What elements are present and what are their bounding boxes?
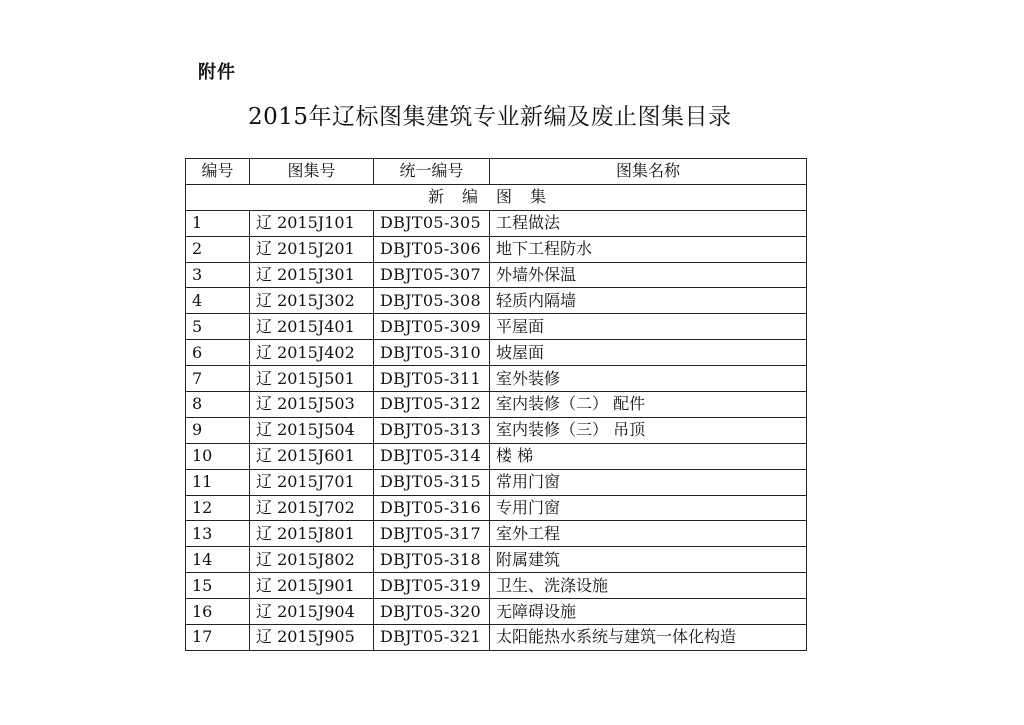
table-row bbox=[186, 288, 807, 314]
table-row bbox=[186, 521, 807, 547]
header-atlas-name: 图集名称 bbox=[490, 159, 807, 185]
cell-atlas-name: 卫生、洗涤设施 bbox=[490, 573, 807, 599]
table-row bbox=[186, 314, 807, 340]
cell-atlas-number: 辽 2015J904 bbox=[250, 599, 374, 625]
cell-atlas-name: 室内装修（二） 配件 bbox=[490, 392, 807, 418]
cell-unified-number: DBJT05-311 bbox=[374, 366, 490, 392]
cell-number: 15 bbox=[186, 573, 250, 599]
cell-atlas-number: 辽 2015J501 bbox=[250, 366, 374, 392]
cell-atlas-name: 专用门窗 bbox=[490, 495, 807, 521]
table-row bbox=[186, 340, 807, 366]
table-row bbox=[186, 366, 807, 392]
table-row bbox=[186, 417, 807, 443]
cell-unified-number: DBJT05-315 bbox=[374, 469, 490, 495]
atlas-catalog-table bbox=[185, 158, 807, 651]
section-new-atlases: 新编图集 bbox=[186, 184, 807, 210]
cell-atlas-name: 常用门窗 bbox=[490, 469, 807, 495]
cell-atlas-number: 辽 2015J901 bbox=[250, 573, 374, 599]
table-row bbox=[186, 599, 807, 625]
cell-unified-number: DBJT05-308 bbox=[374, 288, 490, 314]
table-row bbox=[186, 210, 807, 236]
cell-atlas-number: 辽 2015J402 bbox=[250, 340, 374, 366]
cell-unified-number: DBJT05-306 bbox=[374, 236, 490, 262]
cell-number: 6 bbox=[186, 340, 250, 366]
cell-unified-number: DBJT05-319 bbox=[374, 573, 490, 599]
cell-number: 3 bbox=[186, 262, 250, 288]
cell-atlas-number: 辽 2015J701 bbox=[250, 469, 374, 495]
cell-number: 16 bbox=[186, 599, 250, 625]
cell-number: 8 bbox=[186, 392, 250, 418]
cell-unified-number: DBJT05-316 bbox=[374, 495, 490, 521]
cell-number: 12 bbox=[186, 495, 250, 521]
cell-atlas-name: 室内装修（三） 吊顶 bbox=[490, 417, 807, 443]
cell-atlas-number: 辽 2015J802 bbox=[250, 547, 374, 573]
cell-unified-number: DBJT05-312 bbox=[374, 392, 490, 418]
cell-unified-number: DBJT05-318 bbox=[374, 547, 490, 573]
table-row bbox=[186, 625, 807, 651]
table-row bbox=[186, 547, 807, 573]
cell-atlas-name: 太阳能热水系统与建筑一体化构造 bbox=[490, 625, 807, 651]
cell-unified-number: DBJT05-310 bbox=[374, 340, 490, 366]
cell-atlas-number: 辽 2015J601 bbox=[250, 443, 374, 469]
cell-unified-number: DBJT05-309 bbox=[374, 314, 490, 340]
table-header bbox=[186, 159, 807, 185]
header-number: 编号 bbox=[186, 159, 250, 185]
cell-unified-number: DBJT05-317 bbox=[374, 521, 490, 547]
cell-atlas-name: 地下工程防水 bbox=[490, 236, 807, 262]
cell-number: 9 bbox=[186, 417, 250, 443]
cell-number: 5 bbox=[186, 314, 250, 340]
table-row bbox=[186, 573, 807, 599]
cell-atlas-number: 辽 2015J702 bbox=[250, 495, 374, 521]
cell-unified-number: DBJT05-305 bbox=[374, 210, 490, 236]
cell-atlas-number: 辽 2015J301 bbox=[250, 262, 374, 288]
document-title: 2015年辽标图集建筑专业新编及废止图集目录 bbox=[248, 104, 732, 130]
cell-number: 14 bbox=[186, 547, 250, 573]
attachment-label: 附件 bbox=[198, 62, 236, 83]
cell-atlas-name: 外墙外保温 bbox=[490, 262, 807, 288]
table-row bbox=[186, 236, 807, 262]
cell-unified-number: DBJT05-314 bbox=[374, 443, 490, 469]
header-row bbox=[186, 159, 807, 185]
cell-unified-number: DBJT05-313 bbox=[374, 417, 490, 443]
cell-atlas-number: 辽 2015J401 bbox=[250, 314, 374, 340]
cell-atlas-number: 辽 2015J302 bbox=[250, 288, 374, 314]
table-body bbox=[186, 184, 807, 650]
table-row bbox=[186, 443, 807, 469]
table-row bbox=[186, 262, 807, 288]
header-atlas-number: 图集号 bbox=[250, 159, 374, 185]
table-row bbox=[186, 469, 807, 495]
cell-unified-number: DBJT05-321 bbox=[374, 625, 490, 651]
table-row bbox=[186, 392, 807, 418]
header-unified-number: 统一编号 bbox=[374, 159, 490, 185]
cell-atlas-name: 平屋面 bbox=[490, 314, 807, 340]
cell-atlas-number: 辽 2015J201 bbox=[250, 236, 374, 262]
cell-unified-number: DBJT05-307 bbox=[374, 262, 490, 288]
cell-number: 2 bbox=[186, 236, 250, 262]
cell-atlas-number: 辽 2015J905 bbox=[250, 625, 374, 651]
cell-atlas-number: 辽 2015J101 bbox=[250, 210, 374, 236]
cell-number: 7 bbox=[186, 366, 250, 392]
table-row bbox=[186, 495, 807, 521]
cell-unified-number: DBJT05-320 bbox=[374, 599, 490, 625]
cell-atlas-name: 室外装修 bbox=[490, 366, 807, 392]
cell-atlas-number: 辽 2015J801 bbox=[250, 521, 374, 547]
cell-number: 4 bbox=[186, 288, 250, 314]
cell-atlas-number: 辽 2015J504 bbox=[250, 417, 374, 443]
cell-atlas-name: 室外工程 bbox=[490, 521, 807, 547]
cell-atlas-name: 坡屋面 bbox=[490, 340, 807, 366]
cell-atlas-name: 工程做法 bbox=[490, 210, 807, 236]
section-row-new bbox=[186, 184, 807, 210]
cell-number: 11 bbox=[186, 469, 250, 495]
cell-number: 13 bbox=[186, 521, 250, 547]
cell-atlas-name: 无障碍设施 bbox=[490, 599, 807, 625]
cell-number: 1 bbox=[186, 210, 250, 236]
cell-number: 10 bbox=[186, 443, 250, 469]
cell-atlas-name: 楼 梯 bbox=[490, 443, 807, 469]
cell-number: 17 bbox=[186, 625, 250, 651]
cell-atlas-name: 轻质内隔墙 bbox=[490, 288, 807, 314]
cell-atlas-name: 附属建筑 bbox=[490, 547, 807, 573]
cell-atlas-number: 辽 2015J503 bbox=[250, 392, 374, 418]
